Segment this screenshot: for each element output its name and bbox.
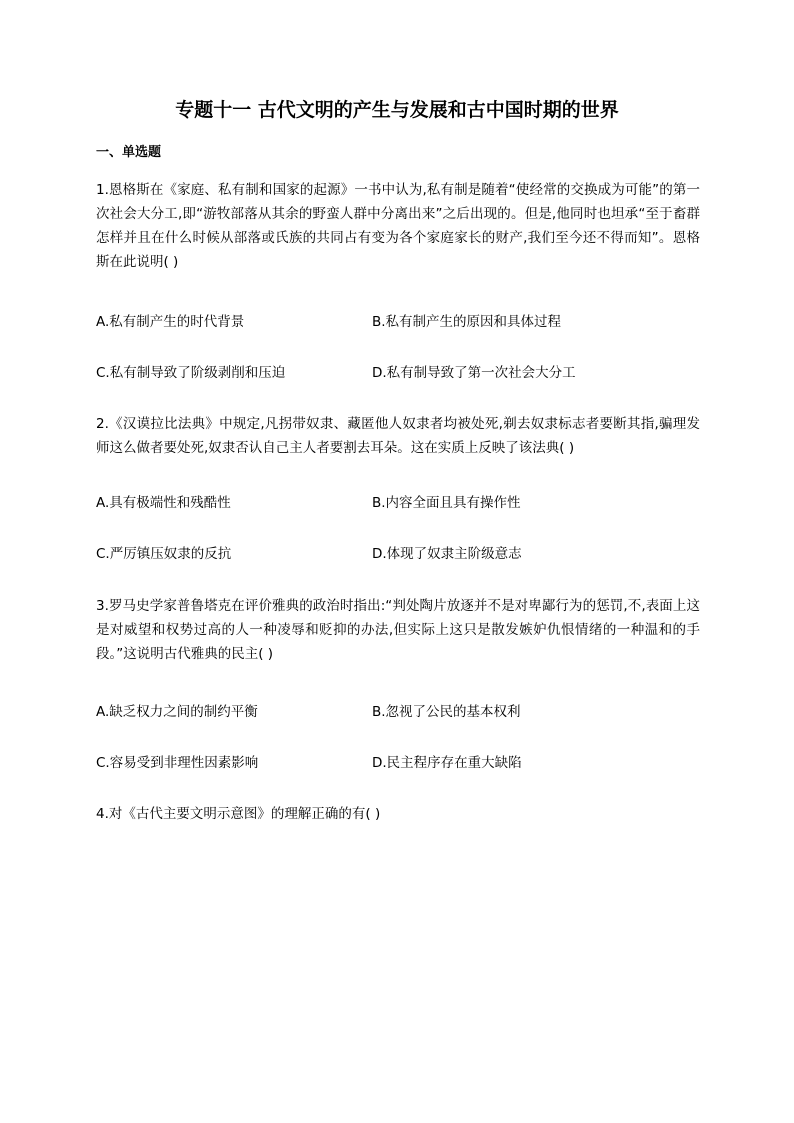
question-2-option-c: C.严厉镇压奴隶的反抗 xyxy=(96,546,232,562)
question-3-option-b: B.忽视了公民的基本权利 xyxy=(372,704,521,720)
question-3-option-d: D.民主程序存在重大缺陷 xyxy=(372,755,522,771)
question-1-option-a: A.私有制产生的时代背景 xyxy=(96,314,245,330)
page-title: 专题十一 古代文明的产生与发展和古中国时期的世界 xyxy=(175,99,619,121)
question-1-option-c: C.私有制导致了阶级剥削和压迫 xyxy=(96,365,286,381)
question-2-option-b: B.内容全面且具有操作性 xyxy=(372,495,521,511)
question-2-stem: 2.《汉谟拉比法典》中规定,凡拐带奴隶、藏匿他人奴隶者均被处死,剃去奴隶标志者要断其指,骗理发师这么做者要处死,奴隶否认自己主人者要割去耳朵。这在实质上反映了该法典( ) xyxy=(96,416,700,456)
question-2-option-d: D.体现了奴隶主阶级意志 xyxy=(372,546,522,562)
question-3-option-c: C.容易受到非理性因素影响 xyxy=(96,755,259,771)
question-3-stem: 3.罗马史学家普鲁塔克在评价雅典的政治时指出:“判处陶片放逐并不是对卑鄙行为的惩罚,不,表面上这是对威望和权势过高的人一种凌辱和贬抑的办法,但实际上这只是散发嫉妒仇恨情绪的一种温和的手段。”这说明古代雅典的民主( ) xyxy=(96,598,700,662)
section-heading: 一、单选题 xyxy=(96,145,162,160)
question-1-option-d: D.私有制导致了第一次社会大分工 xyxy=(372,365,576,381)
question-4-stem: 4.对《古代主要文明示意图》的理解正确的有( ) xyxy=(96,806,381,822)
question-2-option-a: A.具有极端性和残酷性 xyxy=(96,495,231,511)
question-1-stem: 1.恩格斯在《家庭、私有制和国家的起源》一书中认为,私有制是随着“使经常的交换成为可能”的第一次社会大分工,即“游牧部落从其余的野蛮人群中分离出来”之后出现的。但是,他同时也坦承“至于畜群怎样并且在什么时候从部落或氏族的共同占有变为各个家庭家长的财产,我们至今还不得而知”。恩格斯在此说明( ) xyxy=(96,182,700,270)
question-3-option-a: A.缺乏权力之间的制约平衡 xyxy=(96,704,258,720)
question-1-option-b: B.私有制产生的原因和具体过程 xyxy=(372,314,562,330)
